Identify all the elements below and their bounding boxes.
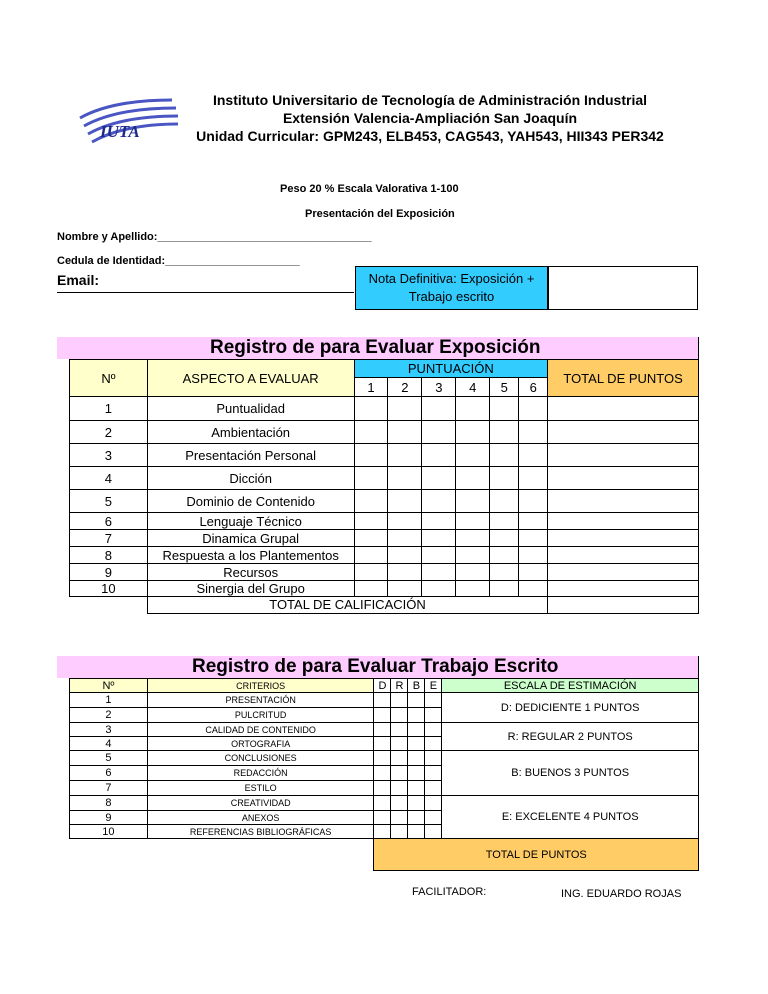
drbe-cell[interactable] [408,781,425,796]
score-cell[interactable] [354,581,388,597]
drbe-cell[interactable] [391,811,408,825]
score-cell[interactable] [354,564,388,581]
escala-d: D: DEDICIENTE 1 PUNTOS [442,693,699,723]
drbe-cell[interactable] [425,781,442,796]
col-criterios-header: CRITERIOS [147,679,374,693]
col-num-header: Nº [70,679,148,693]
drbe-cell[interactable] [391,737,408,751]
score-cell[interactable] [354,444,388,467]
row-num: 10 [70,825,148,839]
score-cell[interactable] [490,490,519,513]
row-num: 3 [70,723,148,737]
total-cell[interactable] [548,467,699,490]
row-criterio: ESTILO [147,781,374,796]
row-num: 10 [70,581,148,597]
facilitador-name: ING. EDUARDO ROJAS [561,888,682,900]
row-aspecto: Lenguaje Técnico [147,513,354,530]
drbe-cell[interactable] [374,825,391,839]
total-cell[interactable] [548,444,699,467]
col-puntuacion-header: PUNTUACIÓN [354,360,548,378]
row-num: 3 [70,444,148,467]
table-row [70,444,699,467]
row-num: 1 [70,397,148,421]
col-e: E [425,679,442,693]
row-aspecto: Sinergia del Grupo [147,581,354,597]
drbe-cell[interactable] [425,737,442,751]
col-r: R [391,679,408,693]
total-cell[interactable] [548,530,699,547]
score-cell[interactable] [519,397,548,421]
row-criterio: PULCRITUD [147,708,374,723]
row-aspecto: Dinamica Grupal [147,530,354,547]
row-num: 6 [70,766,148,781]
row-criterio: REFERENCIAS BIBLIOGRÁFICAS [147,825,374,839]
total-calificacion-label: TOTAL DE CALIFICACIÓN [147,597,547,614]
drbe-cell[interactable] [374,796,391,811]
score-cell[interactable] [388,444,422,467]
drbe-cell[interactable] [391,751,408,766]
nota-definitiva-label: Nota Definitiva: Exposición + Trabajo escrito [355,266,548,310]
score-cell[interactable] [388,397,422,421]
total-puntos-label: TOTAL DE PUNTOS [374,839,699,871]
col-escala-header: ESCALA DE ESTIMACIÓN [442,679,699,693]
drbe-cell[interactable] [391,723,408,737]
score-cell[interactable] [456,513,490,530]
score-cell[interactable] [422,421,456,444]
drbe-cell[interactable] [408,708,425,723]
score-cell[interactable] [490,444,519,467]
drbe-cell[interactable] [374,766,391,781]
drbe-cell[interactable] [374,708,391,723]
row-criterio: ORTOGRAFIA [147,737,374,751]
score-cell[interactable] [490,397,519,421]
table-row [70,796,699,811]
drbe-cell[interactable] [408,693,425,708]
score-cell[interactable] [519,490,548,513]
score-cell[interactable] [456,530,490,547]
score-cell[interactable] [422,490,456,513]
total-cell[interactable] [548,564,699,581]
drbe-cell[interactable] [408,825,425,839]
score-cell[interactable] [422,581,456,597]
row-criterio: CALIDAD DE CONTENIDO [147,723,374,737]
score-col-4: 4 [456,378,490,397]
drbe-cell[interactable] [391,693,408,708]
total-cell[interactable] [548,397,699,421]
col-total-header: TOTAL DE PUNTOS [548,360,699,397]
col-d: D [374,679,391,693]
score-cell[interactable] [388,421,422,444]
row-criterio: CONCLUSIONES [147,751,374,766]
facilitador-label: FACILITADOR: [412,886,487,898]
score-cell[interactable] [490,530,519,547]
score-cell[interactable] [519,513,548,530]
table-row [70,467,699,490]
drbe-cell[interactable] [425,708,442,723]
score-cell[interactable] [519,421,548,444]
score-cell[interactable] [456,421,490,444]
trabajo-title: Registro de para Evaluar Trabajo Escrito [192,656,559,677]
score-cell[interactable] [422,564,456,581]
row-criterio: ANEXOS [147,811,374,825]
total-cell[interactable] [548,547,699,564]
score-cell[interactable] [456,490,490,513]
nota-definitiva-value[interactable] [548,266,698,310]
score-cell[interactable] [456,564,490,581]
header-line1: Instituto Universitario de Tecnología de Administración Industrial [212,92,648,108]
row-aspecto: Recursos [147,564,354,581]
drbe-cell[interactable] [425,811,442,825]
drbe-cell[interactable] [374,693,391,708]
header-line3: Unidad Curricular: GPM243, ELB453, CAG543, YAH543, HII343 PER342 [196,128,664,144]
escala-r: R: REGULAR 2 PUNTOS [442,723,699,751]
nombre-field[interactable]: Nombre y Apellido:___________________________________ [57,231,372,243]
score-cell[interactable] [354,397,388,421]
drbe-cell[interactable] [425,751,442,766]
drbe-cell[interactable] [374,751,391,766]
score-cell[interactable] [388,564,422,581]
table-row [70,723,699,737]
peso-label: Peso 20 % Escala Valorativa 1-100 [280,183,459,195]
escala-e: E: EXCELENTE 4 PUNTOS [442,796,699,839]
escala-b: B: BUENOS 3 PUNTOS [442,751,699,796]
score-cell[interactable] [519,564,548,581]
score-col-6: 6 [519,378,548,397]
score-cell[interactable] [354,490,388,513]
score-cell[interactable] [388,547,422,564]
score-cell[interactable] [490,547,519,564]
exposicion-title: Registro de para Evaluar Exposición [210,337,541,358]
total-calificacion-value[interactable] [548,597,699,614]
drbe-cell[interactable] [425,825,442,839]
drbe-cell[interactable] [374,781,391,796]
score-col-5: 5 [490,378,519,397]
drbe-cell[interactable] [408,723,425,737]
cedula-field[interactable]: Cedula de Identidad:______________________ [57,255,300,267]
score-cell[interactable] [519,547,548,564]
drbe-cell[interactable] [425,766,442,781]
total-cell[interactable] [548,581,699,597]
row-num: 7 [70,530,148,547]
score-cell[interactable] [422,397,456,421]
table-row [70,547,699,564]
row-num: 2 [70,421,148,444]
score-cell[interactable] [490,467,519,490]
score-col-1: 1 [354,378,388,397]
trabajo-table [69,678,699,871]
row-num: 5 [70,751,148,766]
score-cell[interactable] [388,513,422,530]
row-aspecto: Presentación Personal [147,444,354,467]
score-cell[interactable] [388,490,422,513]
row-num: 9 [70,811,148,825]
col-num-header: Nº [70,360,148,397]
score-cell[interactable] [354,467,388,490]
score-col-3: 3 [422,378,456,397]
drbe-cell[interactable] [425,723,442,737]
row-num: 6 [70,513,148,530]
score-col-2: 2 [388,378,422,397]
table-row [70,421,699,444]
row-num: 8 [70,547,148,564]
col-aspecto-header: ASPECTO A EVALUAR [147,360,354,397]
score-cell[interactable] [354,513,388,530]
score-cell[interactable] [422,513,456,530]
header-line2: Extensión Valencia-Ampliación San Joaquín [282,110,578,126]
score-cell[interactable] [422,467,456,490]
drbe-cell[interactable] [391,825,408,839]
score-cell[interactable] [456,397,490,421]
table-row [70,513,699,530]
row-aspecto: Ambientación [147,421,354,444]
drbe-cell[interactable] [391,766,408,781]
score-cell[interactable] [456,444,490,467]
drbe-cell[interactable] [425,796,442,811]
score-cell[interactable] [519,444,548,467]
total-cell[interactable] [548,490,699,513]
row-aspecto: Respuesta a los Plantementos [147,547,354,564]
score-cell[interactable] [354,530,388,547]
row-aspecto: Puntualidad [147,397,354,421]
row-criterio: REDACCIÓN [147,766,374,781]
drbe-cell[interactable] [391,796,408,811]
row-aspecto: Dicción [147,467,354,490]
drbe-cell[interactable] [374,737,391,751]
drbe-cell[interactable] [408,796,425,811]
row-criterio: PRESENTACIÓN [147,693,374,708]
row-num: 4 [70,737,148,751]
total-cell[interactable] [548,421,699,444]
row-num: 2 [70,708,148,723]
table-row [70,751,699,766]
score-cell[interactable] [354,421,388,444]
row-num: 5 [70,490,148,513]
drbe-cell[interactable] [374,723,391,737]
score-cell[interactable] [422,530,456,547]
row-aspecto: Dominio de Contenido [147,490,354,513]
drbe-cell[interactable] [391,708,408,723]
table-row [70,490,699,513]
score-cell[interactable] [490,581,519,597]
drbe-cell[interactable] [425,693,442,708]
row-criterio: CREATIVIDAD [147,796,374,811]
score-cell[interactable] [456,547,490,564]
score-cell[interactable] [354,547,388,564]
drbe-cell[interactable] [374,811,391,825]
total-cell[interactable] [548,513,699,530]
drbe-cell[interactable] [408,751,425,766]
row-num: 7 [70,781,148,796]
drbe-cell[interactable] [408,737,425,751]
row-num: 9 [70,564,148,581]
col-b: B [408,679,425,693]
email-field[interactable]: Email: [57,268,354,293]
score-cell[interactable] [388,467,422,490]
score-cell[interactable] [388,530,422,547]
score-cell[interactable] [388,581,422,597]
score-cell[interactable] [519,581,548,597]
score-cell[interactable] [490,564,519,581]
table-row [70,564,699,581]
score-cell[interactable] [490,513,519,530]
score-cell[interactable] [456,581,490,597]
row-num: 8 [70,796,148,811]
score-cell[interactable] [456,467,490,490]
drbe-cell[interactable] [408,766,425,781]
table-row [70,581,699,597]
drbe-cell[interactable] [408,811,425,825]
table-row [70,530,699,547]
exposicion-table [69,359,699,614]
score-cell[interactable] [519,530,548,547]
score-cell[interactable] [519,467,548,490]
score-cell[interactable] [490,421,519,444]
score-cell[interactable] [422,444,456,467]
score-cell[interactable] [422,547,456,564]
drbe-cell[interactable] [391,781,408,796]
presentacion-label: Presentación del Exposición [305,208,455,220]
table-row [70,693,699,708]
table-row [70,397,699,421]
logo-text: IUTA [100,122,140,141]
row-num: 1 [70,693,148,708]
row-num: 4 [70,467,148,490]
